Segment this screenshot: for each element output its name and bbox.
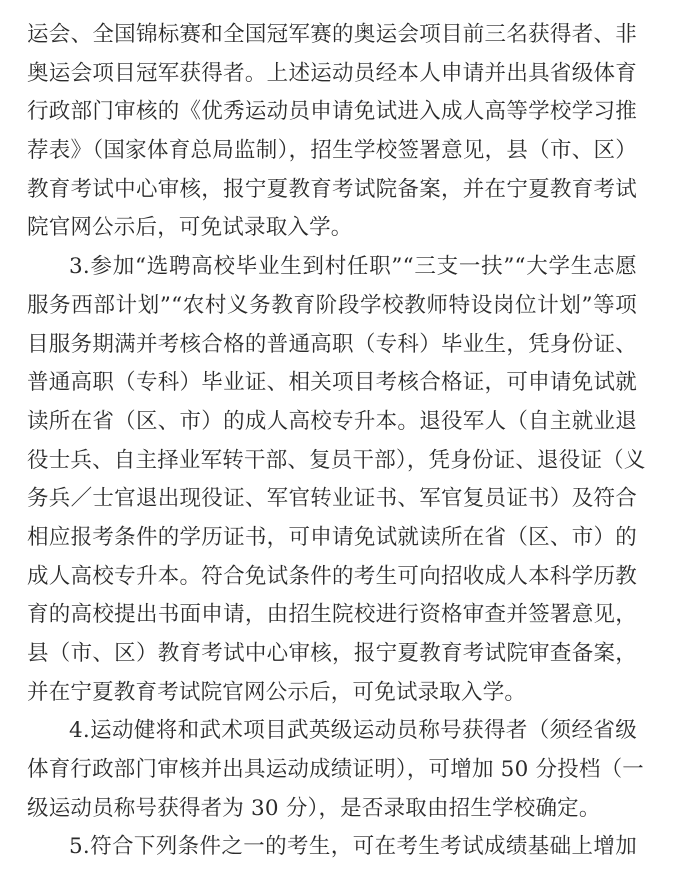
text-line: 行政部门审核的《优秀运动员申请免试进入成人高等学校学习推	[27, 99, 637, 125]
text-line: 普通高职（专科）毕业证、相关项目考核合格证，可申请免试就	[27, 370, 637, 396]
text-line: 县（市、区）教育考试中心审核，报宁夏教育考试院审查备案，	[27, 641, 637, 666]
document-page	[27, 16, 646, 867]
text-line: 院官网公示后，可免试录取入学。	[27, 215, 353, 241]
text-line: 读所在省（区、市）的成人高校专升本。退役军人（自主就业退	[27, 408, 637, 434]
text-line: 相应报考条件的学历证书，可申请免试就读所在省（区、市）的	[27, 524, 637, 550]
text-line: 务兵／士官退出现役证、军官转业证书、军官复员证书）及符合	[27, 486, 637, 512]
text-line: 服务西部计划”“农村义务教育阶段学校教师特设岗位计划”等项	[27, 292, 637, 318]
text-line: 育的高校提出书面申请，由招生院校进行资格审查并签署意见，	[27, 602, 637, 628]
text-line: 目服务期满并考核合格的普通高职（专科）毕业生，凭身份证、	[27, 331, 637, 357]
text-line: 并在宁夏教育考试院官网公示后，可免试录取入学。	[27, 679, 527, 705]
paragraph-3-start: 3.参加“选聘高校毕业生到村任职”“三支一扶”“大学生志愿	[69, 254, 637, 280]
text-line: 成人高校专升本。符合免试条件的考生可向招收成人本科学历教	[27, 563, 637, 589]
text-line: 役士兵、自主择业军转干部、复员干部），凭身份证、退役证（义	[27, 447, 646, 473]
text-line: 奥运会项目冠军获得者。上述运动员经本人申请并出具省级体育	[27, 60, 637, 86]
text-line: 教育考试中心审核，报宁夏教育考试院备案，并在宁夏教育考试	[27, 176, 637, 202]
text-line: 荐表》（国家体育总局监制），招生学校签署意见，县（市、区）	[27, 138, 637, 164]
paragraph-4-start: 4.运动健将和武术项目武英级运动员称号获得者（须经省级	[69, 718, 637, 744]
text-line: 级运动员称号获得者为 30 分），是否录取由招生学校确定。	[27, 795, 601, 821]
paragraph-5-start: 5.符合下列条件之一的考生，可在考生考试成绩基础上增加	[69, 834, 637, 860]
text-line: 运会、全国锦标赛和全国冠军赛的奥运会项目前三名获得者、非	[27, 22, 637, 47]
text-line: 体育行政部门审核并出具运动成绩证明），可增加 50 分投档（一	[27, 757, 644, 783]
